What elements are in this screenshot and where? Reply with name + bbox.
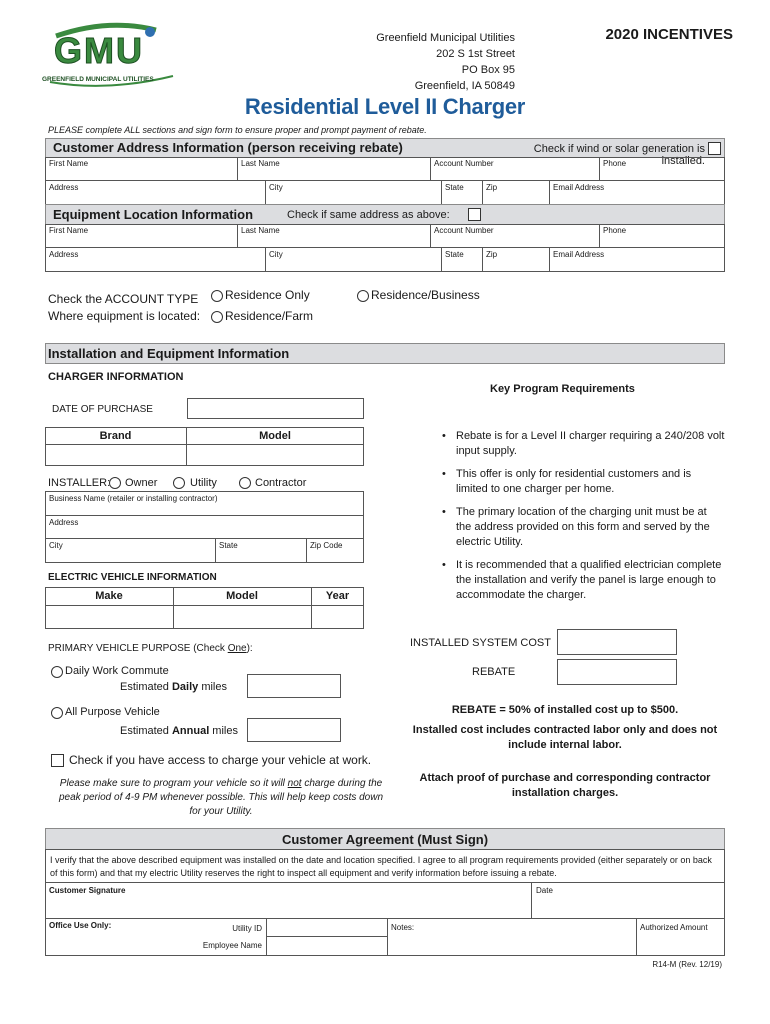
loc-state-field[interactable]: State (445, 250, 464, 259)
work-charge-label: Check if you have access to charge your vehicle at work. (69, 753, 372, 767)
attach-proof: Attach proof of purchase and corresponding contractor installation charges. (419, 772, 711, 799)
employee-name-label: Employee Name (202, 941, 262, 950)
loc-city-field[interactable]: City (269, 250, 283, 259)
requirements-list (440, 429, 725, 611)
daily-miles-input[interactable] (247, 674, 341, 698)
installer-city-field[interactable]: City (49, 541, 63, 550)
signature-field[interactable]: Customer Signature (49, 886, 126, 895)
loc-zip-field[interactable]: Zip (486, 250, 498, 259)
installer-utility-label: Utility (190, 477, 217, 489)
account-type-line1: Check the ACCOUNT TYPE (48, 292, 199, 306)
city-line: Greenfield, IA 50849 (414, 80, 515, 92)
agreement-heading: Customer Agreement (Must Sign) (281, 832, 489, 847)
make-header: Make (95, 590, 123, 602)
program-note (56, 777, 386, 819)
ev-model-input[interactable] (174, 606, 311, 628)
residence-farm-label: Residence/Farm (225, 309, 314, 323)
residence-only-radio[interactable] (211, 290, 223, 302)
installer-address-field[interactable]: Address (49, 518, 79, 527)
daily-word: Daily (171, 681, 199, 693)
loc-last-name-field[interactable]: Last Name (241, 226, 280, 235)
email-field[interactable]: Email Address (553, 183, 605, 192)
requirement-item: • This offer is only for residential customers and is limited to one charger per home. (440, 467, 725, 497)
installer-label: INSTALLER: (48, 477, 111, 489)
employee-name-input[interactable] (267, 937, 386, 955)
vehicle-purpose-label (48, 643, 253, 654)
po-box: PO Box 95 (461, 64, 515, 76)
equipment-location-heading: Equipment Location Information (53, 207, 254, 222)
miles-annual: miles (209, 725, 238, 737)
residence-business-label: Residence/Business (371, 288, 480, 302)
est-pre-annual: Estimated (120, 725, 172, 737)
utility-address (300, 30, 515, 94)
daily-miles-label (120, 681, 227, 693)
labor-rule: Installed cost includes contracted labor only and does not include internal labor. (412, 724, 718, 751)
installer-owner-label: Owner (125, 477, 158, 489)
last-name-field[interactable]: Last Name (241, 159, 280, 168)
year-input[interactable] (312, 606, 363, 628)
loc-email-field[interactable]: Email Address (553, 250, 605, 259)
rebate-rule: REBATE = 50% of installed cost up to $500. (451, 704, 679, 716)
purpose-post: ): (246, 643, 253, 654)
logo-letters: GMU (54, 30, 144, 71)
brand-input[interactable] (46, 445, 186, 465)
year-header: Year (325, 590, 350, 602)
form-code (652, 960, 722, 969)
rebate-label: REBATE (472, 666, 516, 678)
utility-id-input[interactable] (267, 919, 386, 936)
instructions: PLEASE complete ALL sections and sign form to ensure proper and prompt payment of rebate. (48, 125, 427, 135)
residence-farm-radio[interactable] (211, 311, 223, 323)
business-name-field[interactable]: Business Name (retailer or installing contractor) (49, 494, 218, 503)
loc-first-name-field[interactable]: First Name (49, 226, 89, 235)
annual-miles-label (120, 725, 238, 737)
ev-model-header: Model (226, 590, 258, 602)
form-code-id: R14-M (652, 960, 677, 969)
city-field[interactable]: City (269, 183, 283, 192)
est-pre-daily: Estimated (120, 681, 172, 693)
model-input[interactable] (187, 445, 363, 465)
logo (38, 20, 183, 92)
brand-header: Brand (99, 430, 132, 442)
work-charge-checkbox[interactable] (51, 754, 64, 767)
date-of-purchase-input[interactable] (187, 398, 364, 419)
office-use-label: Office Use Only: (49, 921, 112, 930)
account-type-line2: Where equipment is located: (48, 309, 201, 323)
residence-business-radio[interactable] (357, 290, 369, 302)
purpose-pre: PRIMARY VEHICLE PURPOSE (Check (48, 643, 228, 654)
requirement-item: • The primary location of the charging unit must be at the address provided on this form and served by the electric Utility. (440, 505, 725, 550)
daily-commute-label: Daily Work Commute (65, 665, 169, 677)
daily-commute-radio[interactable] (51, 666, 63, 678)
purpose-one: One (227, 643, 247, 654)
page-title: Residential Level II Charger (244, 94, 526, 119)
loc-account-number-field[interactable]: Account Number (434, 226, 494, 235)
installer-contractor-radio[interactable] (239, 477, 251, 489)
installed-cost-input[interactable] (557, 629, 677, 655)
address-field[interactable]: Address (49, 183, 79, 192)
authorized-amount-field[interactable]: Authorized Amount (640, 923, 708, 932)
notes-field[interactable]: Notes: (391, 923, 415, 932)
miles-daily: miles (198, 681, 227, 693)
logo-subtitle: GREENFIELD MUNICIPAL UTILITIES (42, 76, 154, 83)
utility-id-label: Utility ID (232, 924, 262, 933)
agreement-text: I verify that the above described equipment was installed on the date and location specified. I agree to all program requirements provided (either separately or on back of this form) and that my electric Utility reserves the right to inspect all equipment and verify information before issuing a rebate. (50, 855, 712, 878)
make-input[interactable] (46, 606, 173, 628)
same-address-label: Check if same address as above: (287, 209, 450, 221)
installer-contractor-label: Contractor (255, 477, 307, 489)
wind-solar-checkbox[interactable] (708, 142, 721, 155)
zip-field[interactable]: Zip (486, 183, 498, 192)
requirement-item: • It is recommended that a qualified electrician complete the installation and verify the panel is large enough to accommodate the charger. (440, 558, 725, 603)
street: 202 S 1st Street (436, 48, 515, 60)
same-address-checkbox[interactable] (468, 208, 481, 221)
rebate-input[interactable] (557, 659, 677, 685)
program-note-2: charge during the peak period of 4-9 PM whenever possible. This will help keep costs down for your Utility. (58, 778, 384, 817)
requirements-heading: Key Program Requirements (490, 383, 635, 395)
org-name: Greenfield Municipal Utilities (376, 32, 515, 44)
residence-only-label: Residence Only (225, 288, 310, 302)
installer-owner-radio[interactable] (109, 477, 121, 489)
installer-zip-field[interactable]: Zip Code (310, 541, 343, 550)
form-rev: (Rev. 12/19) (678, 960, 722, 969)
program-not: not (287, 778, 302, 789)
charger-info-heading: CHARGER INFORMATION (48, 371, 184, 383)
annual-word: Annual (171, 725, 210, 737)
year-label: 2020 INCENTIVES (605, 26, 733, 43)
date-of-purchase-label: DATE OF PURCHASE (52, 404, 153, 415)
first-name-field[interactable]: First Name (49, 159, 89, 168)
account-number-field[interactable]: Account Number (434, 159, 494, 168)
state-field[interactable]: State (445, 183, 464, 192)
loc-phone-field[interactable]: Phone (603, 226, 627, 235)
all-purpose-label: All Purpose Vehicle (65, 706, 160, 718)
installer-state-field[interactable]: State (219, 541, 238, 550)
model-header: Model (259, 430, 291, 442)
installation-heading: Installation and Equipment Information (48, 346, 290, 361)
customer-address-heading: Customer Address Information (person receiving rebate) (53, 140, 403, 155)
wind-solar-label: Check if wind or solar generation is installed. (533, 143, 705, 167)
requirement-item: • Rebate is for a Level II charger requiring a 240/208 volt input supply. (440, 429, 725, 459)
account-type-label (48, 291, 200, 325)
all-purpose-radio[interactable] (51, 707, 63, 719)
program-note-1: Please make sure to program your vehicle so it will (59, 778, 288, 789)
ev-info-heading: ELECTRIC VEHICLE INFORMATION (48, 572, 217, 583)
installer-utility-radio[interactable] (173, 477, 185, 489)
date-field[interactable]: Date (536, 886, 553, 895)
phone-field[interactable]: Phone (603, 159, 627, 168)
annual-miles-input[interactable] (247, 718, 341, 742)
installed-cost-label: INSTALLED SYSTEM COST (410, 637, 551, 649)
loc-address-field[interactable]: Address (49, 250, 79, 259)
